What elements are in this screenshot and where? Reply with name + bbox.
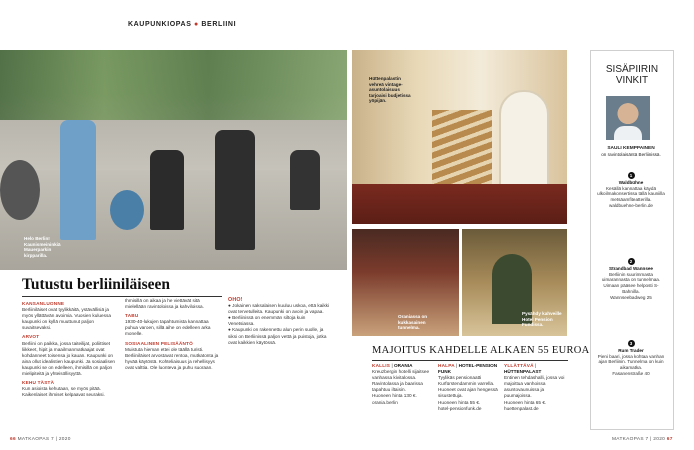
section-label-text: KAUPUNKIOPAS	[128, 21, 192, 28]
sidebar-title: SISÄPIIRIN VINKIT	[605, 64, 659, 86]
col1-text-1: Berliiniläiset ovat tyylikkäitä, ystävällisiä ja myös yllättävän avoimia. Vuosien kuluessa kaupunki on kyllä muuttunut paljon suvaitsevaksi.	[22, 307, 111, 331]
magazine-issue-left: MATKAOPAS 7 | 2020	[17, 437, 71, 442]
hotel-2-tag: HALPA	[438, 363, 455, 368]
hotel-3-text: Entinen tehdashalli, jossa voi majoittua vanhoissa asuntovaunuissa ja puumajoissa.	[504, 375, 565, 399]
page-number-left: 66	[10, 437, 16, 442]
col3-item-2: ● Berliinissä on enemmän siltoja kuin Venetsiassa.	[228, 315, 306, 327]
hotel-1-url: orania.berlin	[372, 399, 398, 405]
hotel-2-price: Huoneen hinta 55 €.	[438, 399, 481, 405]
hotel-1-text: Kreuzbergin hotelli sijaitsee vanhassa kivitalossa. Ravintolassa ja baarissa tapahtuu iltaisin.	[372, 369, 430, 393]
accommodation-headline: MAJOITUS KAHDELLE ALKAEN 55 EUROA	[372, 345, 590, 356]
tip-1-title: Waldbühne	[618, 180, 644, 185]
tip-2	[596, 258, 666, 300]
tip-3-text: Pieni baari, jossa kohtaa vanhan ajan Berliinin. Tunnelma on kuin aikamatka.	[597, 353, 665, 371]
col2-heading-2: SOSIAALINEN PELISÄÄNTÖ	[125, 340, 193, 346]
col3-heading: OHO!	[228, 297, 243, 303]
interior-photo-caption: Hüttenpalastin vehreä vintage-asuntolaisuus tarjoaisi budjetissa yöpijän.	[369, 76, 411, 104]
col2-intro: Ihmisillä on aikaa ja he viettävät sitä mielellään ravintoloissa ja kahviloissa.	[125, 298, 204, 310]
tip-2-number: 2	[628, 258, 635, 265]
hotel-2-name: HOTEL-PENSION FUNK	[438, 363, 498, 375]
tip-2-url: Wannseebadweg 25	[610, 294, 652, 300]
main-photo-caption: Helo Berlin! Kaunismeininkiä Mauerparkin kirpparilla.	[24, 236, 61, 258]
pension-photo-caption: Pysähdy kahveille Hotel Pension Fundissa.	[522, 311, 562, 328]
section-city: BERLIINI	[201, 21, 237, 28]
hotel-3-price: Huoneen hinta 65 €.	[504, 399, 547, 405]
tip-1-number: 1	[628, 172, 635, 179]
tip-1-url: waldbuehne-berlin.de	[609, 202, 653, 208]
tip-2-text: Berliinin suurimmasta uimarannasta on tunnelmaa. Uimaan pääsee helposti S-Bahnilla.	[601, 271, 661, 294]
hotel-2-url: hotel-pensionfunk.de	[438, 405, 482, 411]
section-bullet: ●	[194, 21, 199, 28]
person-portrait	[606, 96, 650, 140]
col1-text-2: Berliini on paikka, jossa taiteilijat, poliittiset liikkeet, hipit ja maailmanmatkaajat ovat kohdanneet toisensa jo kauan. Kaupunki on aina ollut idealistien kaupunki. Ja sosiaalisen kaupunki se on edelleen, ihmisillä on paljon mielipiteitä ja yhteisöllisyyttä.	[22, 340, 116, 377]
tip-1	[596, 172, 666, 209]
hotel-orania: KALLIS | ORANIA Kreuzbergin hotelli sijaitsee vanhassa kivitalossa. Ravintolassa ja baarissa tapahtuu iltaisin. Huoneen hinta 130 €. orania.berlin	[372, 363, 434, 406]
hotel-1-price: Huoneen hinta 130 €.	[372, 393, 417, 399]
orania-photo-caption: Oraniassa on kukkasainen tunnelma.	[398, 314, 428, 331]
headline-rule	[22, 296, 222, 297]
sidebar-person	[598, 145, 664, 157]
col1-heading-2: ARVOT	[22, 334, 40, 340]
col3-item-3-text: Kaupunki on rakennettu alun perin suolle, ja siksi on Berliinissä paljon vettä ja puistoja, jotka ovat kaikkien käytössä.	[228, 327, 327, 345]
section-label	[128, 21, 236, 28]
tip-2-title: Strandbad Wannsee	[609, 266, 653, 271]
hotel-2-text: Tyylikäs pensionaatti Kurfürstendammin varrella. Huoneet ovat ajan hengessä sisustettuja.	[438, 375, 498, 399]
col1-text-3: Kun asioista kehutaan, se myös pitää. Kaikenlaiset ihmiset kelpaavat seuraksi.	[22, 386, 105, 398]
tip-3	[596, 340, 666, 377]
col2-text-2: Muistuta hieman ettei ole täällä turisti. Berliiniläiset arvostavat rentoa, mutkatonta ja hyvää käytöstä. Kohteliaisuus ja rehellisyys ovat valttia. Ole luonteva ja puhu suoraan.	[125, 346, 219, 370]
article-col-2	[125, 298, 221, 371]
hotel-huettenpalast: YLLÄTTÄVÄ | HÜTTENPALAST Entinen tehdashalli, jossa voi majoittua vanhoissa asuntovaunuissa ja puumajoissa. Huoneen hinta 65 €. huettenpalast.de	[504, 363, 568, 412]
col3-item-1-text: Jokainen saksalaisen kuuluu uskoa, että kaikki ovat tervetulleita. Kaupunki on avoin ja vapaa.	[228, 303, 330, 315]
article-col-1	[22, 298, 120, 398]
col3-item-3: ● Kaupunki on rakennettu alun perin suolle, ja siksi on Berliinissä paljon vettä ja puistoja, jotka ovat kaikkien käytössä.	[228, 327, 327, 345]
footer-left	[10, 437, 71, 442]
accommodation-rule	[372, 360, 568, 361]
article-headline: Tutustu berliiniläiseen	[22, 276, 171, 293]
tip-3-title: Rum Trader	[618, 348, 644, 353]
footer-right	[612, 437, 673, 442]
hotel-1-tag: KALLIS	[372, 363, 391, 368]
col1-heading-1: KANSANLUONNE	[22, 301, 65, 306]
hotel-pension-funk: HALPA | HOTEL-PENSION FUNK Tyylikäs pensionaatti Kurfürstendammin varrella. Huoneet ovat ajan hengessä sisustettuja. Huoneen hinta 55 €. hotel-pensionfunk.de	[438, 363, 500, 412]
page-number-right: 67	[666, 437, 673, 442]
tip-3-url: Fasanenstraße 40	[612, 370, 650, 376]
col1-heading-3: KEHU TÄSTÄ	[22, 380, 55, 386]
magazine-issue-right: MATKAOPAS 7 | 2020	[612, 437, 666, 442]
hotel-3-name: HÜTTENPALAST	[504, 369, 542, 375]
article-col-3	[228, 294, 332, 346]
person-name: SAULI KEMPPAINEN	[607, 146, 655, 151]
tip-1-text: Kesällä kannattaa käydä ulkoilmakonsertissa tällä kauniilla metsäamfiteatterilla.	[597, 185, 665, 203]
person-role: on ravintolaisäntä Berliinissä.	[601, 151, 661, 157]
hotel-3-url: huettenpalast.de	[504, 405, 539, 411]
tip-3-number: 3	[628, 340, 635, 347]
col3-item-1: ● Jokainen saksalaisen kuuluu uskoa, että kaikki ovat tervetulleita. Kaupunki on avoin ja vapaa.	[228, 303, 330, 315]
col3-item-2-text: Berliinissä on enemmän siltoja kuin Venetsiassa.	[228, 315, 306, 327]
hotel-3-tag: YLLÄTTÄVÄ	[504, 363, 534, 368]
col2-text-1: 1930-40-lukujen tapahtumista kannattaa puhua varoen, sillä aihe on edelleen arka monelle.	[125, 319, 211, 337]
hotel-1-name: ORANIA	[393, 363, 413, 368]
col2-heading-1: TABU	[125, 313, 139, 319]
